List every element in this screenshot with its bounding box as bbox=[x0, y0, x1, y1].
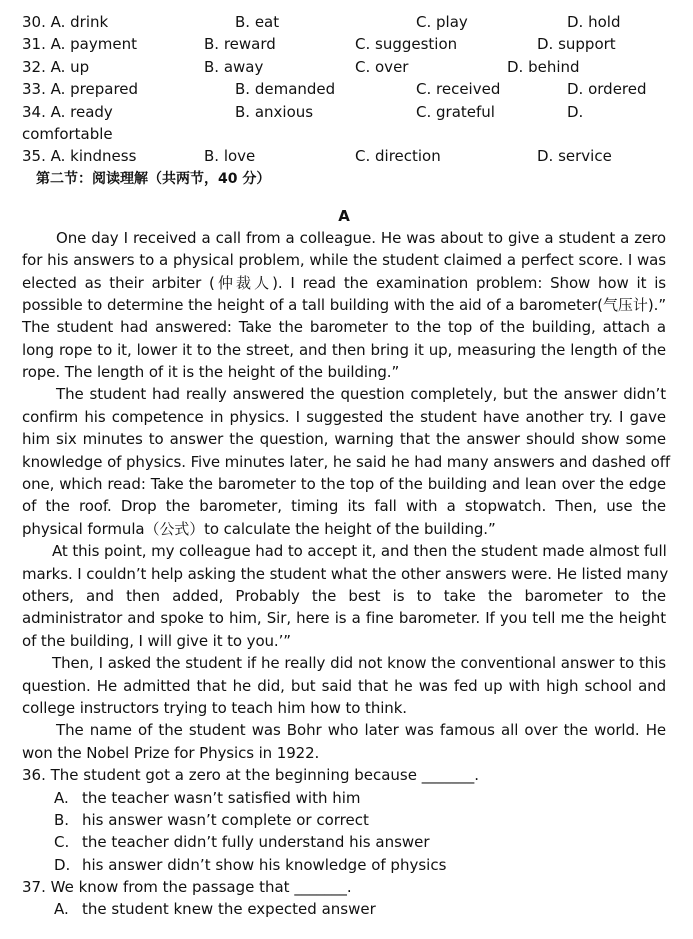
paragraph-line: him six minutes to answer the question, warning that the answer should show some bbox=[22, 430, 666, 449]
cloze-option: C. grateful bbox=[416, 102, 495, 121]
passage-paragraph bbox=[22, 227, 666, 384]
paragraph-line: elected as their arbiter (仲裁人). I read the examination problem: Show how it is bbox=[22, 273, 666, 292]
cloze-option-row bbox=[22, 78, 666, 100]
answer-option bbox=[22, 787, 666, 809]
cloze-option: D. hold bbox=[567, 13, 621, 31]
answer-option bbox=[22, 809, 666, 831]
paragraph-line: won the Nobel Prize for Physics in 1922. bbox=[22, 743, 320, 762]
cloze-option: 32. A. up bbox=[22, 57, 90, 76]
option-letter: A. bbox=[54, 788, 69, 807]
paragraph-line: The student had answered: Take the barometer to the top of the building, attach a bbox=[22, 318, 666, 337]
passage-paragraph bbox=[22, 719, 666, 764]
paragraph-line: of the building, I will give it to you.’” bbox=[22, 631, 291, 650]
cloze-option: 35. A. kindness bbox=[22, 147, 137, 166]
paragraph-line: college instructors trying to teach him how to think. bbox=[22, 698, 407, 717]
cloze-option: B. anxious bbox=[235, 102, 314, 121]
cloze-option: 34. A. ready bbox=[22, 102, 113, 121]
passage-title: A bbox=[338, 206, 350, 225]
questions-block bbox=[22, 764, 666, 921]
cloze-option-row bbox=[22, 33, 666, 55]
paragraph-line: of the roof. Drop the barometer, timing its fall with a stopwatch. Then, use the bbox=[22, 497, 666, 516]
cloze-option: 33. A. prepared bbox=[22, 80, 139, 99]
cloze-option: B. away bbox=[204, 57, 264, 76]
cloze-option: C. over bbox=[355, 57, 409, 76]
paragraph-line: The student had really answered the question completely, but the answer didn’t bbox=[56, 385, 666, 404]
paragraph-line: possible to determine the height of a tall building with the aid of a barometer(气压计).” bbox=[22, 295, 666, 314]
paragraph-line: One day I received a call from a colleague. He was about to give a student a zero bbox=[56, 228, 666, 247]
cloze-option: C. received bbox=[416, 80, 501, 99]
cloze-option-row bbox=[22, 101, 666, 123]
paragraph-line: physical formula（公式）to calculate the height of the building.” bbox=[22, 519, 496, 538]
cloze-option: B. love bbox=[204, 147, 256, 166]
document-page bbox=[22, 11, 671, 921]
cloze-option: C. direction bbox=[355, 147, 441, 166]
paragraph-line: marks. I couldn’t help asking the student what the other answers were. He listed many bbox=[22, 564, 669, 583]
paragraph-line: rope. The length of it is the height of the building.” bbox=[22, 363, 400, 382]
paragraph-line: others, and then added, Probably the best is to take the barometer to the bbox=[22, 586, 666, 605]
paragraph-line: for his answers to a physical problem, while the student claimed a perfect score. I was bbox=[22, 251, 666, 270]
option-text: the teacher didn’t fully understand his answer bbox=[82, 833, 430, 852]
option-letter: D. bbox=[54, 855, 71, 874]
cloze-option: 31. A. payment bbox=[22, 35, 137, 54]
paragraph-line: At this point, my colleague had to accept it, and then the student made almost full bbox=[52, 542, 667, 561]
paragraph-line: one, which read: Take the barometer to the top of the building and lean over the edge bbox=[22, 475, 666, 494]
cloze-option: D. support bbox=[537, 35, 616, 54]
cloze-option: D. behind bbox=[507, 57, 580, 76]
cloze-option-row bbox=[22, 56, 666, 78]
cloze-options-block bbox=[22, 11, 666, 168]
paragraph-line: knowledge of physics. Five minutes later, he said he had many answers and dashed off bbox=[22, 452, 671, 471]
answer-option bbox=[22, 831, 666, 853]
paragraph-line: confirm his competence in physics. I suggested the student have another try. I gave bbox=[22, 407, 666, 426]
cloze-option-row bbox=[22, 123, 666, 145]
answer-option bbox=[22, 854, 666, 876]
cloze-option-row bbox=[22, 145, 666, 167]
question-stem: 36. The student got a zero at the beginning because _______. bbox=[22, 766, 480, 785]
option-text: his answer didn’t show his knowledge of physics bbox=[82, 855, 447, 874]
option-text: his answer wasn’t complete or correct bbox=[82, 810, 369, 829]
cloze-option: D. service bbox=[537, 147, 612, 166]
cloze-option: C. suggestion bbox=[355, 35, 458, 54]
option-letter: A. bbox=[54, 900, 69, 919]
paragraph-line: administrator and spoke to him, Sir, here is a fine barometer. If you tell me the height bbox=[22, 609, 666, 628]
cloze-option: D. ordered bbox=[567, 80, 647, 99]
option-letter: B. bbox=[54, 810, 70, 829]
question-stem: 37. We know from the passage that _______. bbox=[22, 878, 352, 897]
cloze-option: comfortable bbox=[22, 124, 113, 143]
cloze-option: B. demanded bbox=[235, 80, 336, 99]
paragraph-line: The name of the student was Bohr who later was famous all over the world. He bbox=[56, 721, 666, 740]
cloze-option: D. bbox=[567, 102, 584, 121]
passage-paragraph bbox=[22, 540, 669, 652]
option-text: the student knew the expected answer bbox=[82, 900, 376, 919]
option-letter: C. bbox=[54, 833, 70, 852]
cloze-option-row bbox=[22, 11, 666, 33]
paragraph-line: long rope to it, lower it to the street, and then bring it up, measuring the length of the bbox=[22, 340, 666, 359]
passage-paragraph bbox=[22, 652, 666, 719]
passage-paragraph bbox=[22, 383, 671, 540]
option-text: the teacher wasn’t satisfied with him bbox=[82, 788, 361, 807]
cloze-option: 30. A. drink bbox=[22, 13, 109, 31]
section-heading: 第二节：阅读理解（共两节，40 分） bbox=[36, 170, 271, 187]
reading-passage bbox=[22, 227, 671, 764]
paragraph-line: question. He admitted that he did, but said that he was fed up with high school and bbox=[22, 676, 666, 695]
paragraph-line: Then, I asked the student if he really did not know the conventional answer to this bbox=[52, 654, 666, 673]
cloze-option: B. eat bbox=[235, 13, 280, 31]
cloze-option: C. play bbox=[416, 13, 468, 31]
answer-option bbox=[22, 898, 666, 920]
cloze-option: B. reward bbox=[204, 35, 276, 54]
